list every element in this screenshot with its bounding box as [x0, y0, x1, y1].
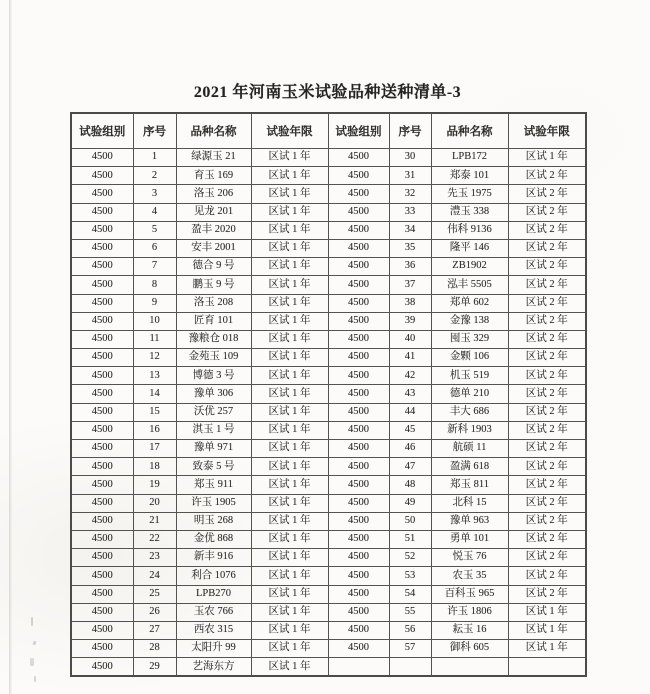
variety-cell: 金颗 106: [431, 349, 508, 367]
variety-cell: 玉农 766: [176, 603, 251, 621]
group-cell: 4500: [71, 185, 133, 203]
variety-delivery-table: [70, 112, 587, 677]
index-cell: 28: [133, 640, 176, 658]
variety-cell: 郑泰 101: [431, 167, 508, 185]
variety-cell: 囤玉 329: [431, 330, 508, 348]
scan-smudge: [30, 658, 34, 666]
variety-cell: 新丰 916: [176, 549, 251, 567]
index-cell: 23: [133, 549, 176, 567]
table-row: [71, 385, 586, 403]
index-cell: 54: [389, 585, 431, 603]
index-cell: 29: [133, 658, 176, 677]
duration-cell: 区试 2 年: [508, 512, 586, 530]
group-cell: 4500: [328, 458, 389, 476]
variety-cell: 耘玉 16: [431, 621, 508, 639]
table-row: [71, 640, 586, 658]
scan-smudge: [31, 617, 33, 626]
group-cell: 4500: [328, 421, 389, 439]
index-cell: 32: [389, 185, 431, 203]
group-cell: 4500: [71, 258, 133, 276]
index-cell: 53: [389, 567, 431, 585]
variety-cell: 悦玉 76: [431, 549, 508, 567]
duration-cell: 区试 1 年: [251, 149, 328, 167]
table-row: [71, 221, 586, 239]
group-cell: 4500: [328, 476, 389, 494]
group-cell: 4500: [328, 185, 389, 203]
group-cell: 4500: [328, 549, 389, 567]
variety-cell: 明玉 268: [176, 512, 251, 530]
group-cell: 4500: [328, 330, 389, 348]
index-cell: 38: [389, 294, 431, 312]
variety-cell: 航硕 11: [431, 440, 508, 458]
header-trial-group-right: 试验组别: [328, 113, 389, 149]
duration-cell: 区试 1 年: [251, 476, 328, 494]
duration-cell: 区试 1 年: [251, 585, 328, 603]
table-row: [71, 476, 586, 494]
group-cell: 4500: [71, 312, 133, 330]
variety-cell: 机玉 519: [431, 367, 508, 385]
duration-cell: 区试 2 年: [508, 421, 586, 439]
table-row: [71, 185, 586, 203]
index-cell: 40: [389, 330, 431, 348]
index-cell: 45: [389, 421, 431, 439]
variety-cell: 安丰 2001: [176, 239, 251, 257]
duration-cell: 区试 1 年: [251, 258, 328, 276]
group-cell: 4500: [71, 640, 133, 658]
duration-cell: 区试 2 年: [508, 167, 586, 185]
group-cell: 4500: [71, 421, 133, 439]
group-cell: 4500: [328, 276, 389, 294]
group-cell: 4500: [328, 294, 389, 312]
duration-cell: 区试 1 年: [251, 239, 328, 257]
header-index-left: 序号: [133, 113, 176, 149]
index-cell: 10: [133, 312, 176, 330]
table-row: [71, 294, 586, 312]
index-cell: 36: [389, 258, 431, 276]
variety-cell: 金苑玉 109: [176, 349, 251, 367]
header-trial-group-left: 试验组别: [71, 113, 133, 149]
variety-cell: 伟科 9136: [431, 221, 508, 239]
duration-cell: 区试 1 年: [508, 621, 586, 639]
group-cell: 4500: [328, 403, 389, 421]
index-cell: 31: [389, 167, 431, 185]
index-cell: 24: [133, 567, 176, 585]
table-row: [71, 258, 586, 276]
group-cell: 4500: [328, 530, 389, 548]
index-cell: 21: [133, 512, 176, 530]
index-cell: 1: [133, 149, 176, 167]
index-cell: 18: [133, 458, 176, 476]
index-cell: 4: [133, 203, 176, 221]
variety-cell: 匠育 101: [176, 312, 251, 330]
duration-cell: 区试 1 年: [251, 221, 328, 239]
index-cell: 51: [389, 530, 431, 548]
duration-cell: 区试 2 年: [508, 385, 586, 403]
table-row: [71, 530, 586, 548]
group-cell: 4500: [328, 385, 389, 403]
duration-cell: 区试 1 年: [251, 385, 328, 403]
header-variety-name-left: 品种名称: [176, 113, 251, 149]
duration-cell: 区试 2 年: [508, 440, 586, 458]
group-cell: 4500: [328, 167, 389, 185]
variety-cell: 盈满 618: [431, 458, 508, 476]
group-cell: 4500: [71, 294, 133, 312]
variety-cell: 豫粮仓 018: [176, 330, 251, 348]
scan-smudge: [32, 641, 36, 646]
variety-cell: 金优 868: [176, 530, 251, 548]
index-cell: 25: [133, 585, 176, 603]
group-cell: 4500: [71, 512, 133, 530]
duration-cell: 区试 2 年: [508, 203, 586, 221]
variety-cell: 德单 210: [431, 385, 508, 403]
variety-cell: 郑玉 811: [431, 476, 508, 494]
group-cell: 4500: [328, 603, 389, 621]
duration-cell: [508, 658, 586, 677]
duration-cell: 区试 1 年: [251, 367, 328, 385]
group-cell: 4500: [71, 440, 133, 458]
duration-cell: 区试 2 年: [508, 330, 586, 348]
group-cell: 4500: [328, 349, 389, 367]
group-cell: 4500: [71, 567, 133, 585]
group-cell: 4500: [328, 149, 389, 167]
variety-cell: 农玉 35: [431, 567, 508, 585]
duration-cell: 区试 2 年: [508, 349, 586, 367]
index-cell: 48: [389, 476, 431, 494]
header-trial-years-left: 试验年限: [251, 113, 328, 149]
index-cell: 9: [133, 294, 176, 312]
page-title: 2021 年河南玉米试验品种送种清单-3: [193, 84, 462, 101]
table-row: [71, 149, 586, 167]
variety-cell: 许玉 1806: [431, 603, 508, 621]
variety-cell: 博德 3 号: [176, 367, 251, 385]
table-row: [71, 440, 586, 458]
duration-cell: 区试 1 年: [251, 458, 328, 476]
group-cell: 4500: [71, 585, 133, 603]
duration-cell: 区试 1 年: [251, 549, 328, 567]
group-cell: 4500: [328, 221, 389, 239]
duration-cell: 区试 2 年: [508, 494, 586, 512]
group-cell: 4500: [71, 549, 133, 567]
index-cell: 12: [133, 349, 176, 367]
group-cell: 4500: [328, 640, 389, 658]
group-cell: 4500: [71, 603, 133, 621]
index-cell: 20: [133, 494, 176, 512]
group-cell: 4500: [71, 349, 133, 367]
trial-table-body: [71, 149, 586, 677]
duration-cell: 区试 1 年: [251, 567, 328, 585]
duration-cell: 区试 1 年: [251, 530, 328, 548]
variety-cell: 郑单 602: [431, 294, 508, 312]
group-cell: 4500: [328, 494, 389, 512]
table-row: [71, 367, 586, 385]
table-row: [71, 512, 586, 530]
index-cell: 11: [133, 330, 176, 348]
index-cell: 30: [389, 149, 431, 167]
duration-cell: 区试 2 年: [508, 403, 586, 421]
group-cell: 4500: [71, 658, 133, 677]
variety-cell: 艺海东方: [176, 658, 251, 677]
variety-cell: 豫单 971: [176, 440, 251, 458]
group-cell: 4500: [328, 567, 389, 585]
duration-cell: 区试 2 年: [508, 585, 586, 603]
index-cell: 27: [133, 621, 176, 639]
table-row: [71, 603, 586, 621]
index-cell: 16: [133, 421, 176, 439]
index-cell: 56: [389, 621, 431, 639]
duration-cell: 区试 1 年: [251, 167, 328, 185]
table-header-row: [71, 113, 586, 149]
index-cell: 42: [389, 367, 431, 385]
table-row: [71, 621, 586, 639]
group-cell: 4500: [71, 403, 133, 421]
variety-cell: 先玉 1975: [431, 185, 508, 203]
variety-cell: 淇玉 1 号: [176, 421, 251, 439]
index-cell: 22: [133, 530, 176, 548]
duration-cell: 区试 1 年: [251, 621, 328, 639]
group-cell: 4500: [328, 203, 389, 221]
index-cell: 37: [389, 276, 431, 294]
duration-cell: 区试 1 年: [251, 276, 328, 294]
table-row: [71, 549, 586, 567]
variety-cell: 绿源玉 21: [176, 149, 251, 167]
duration-cell: 区试 2 年: [508, 276, 586, 294]
group-cell: 4500: [328, 258, 389, 276]
duration-cell: 区试 2 年: [508, 185, 586, 203]
variety-cell: 许玉 1905: [176, 494, 251, 512]
duration-cell: 区试 1 年: [251, 640, 328, 658]
variety-cell: 北科 15: [431, 494, 508, 512]
variety-cell: 新科 1903: [431, 421, 508, 439]
variety-cell: 勇单 101: [431, 530, 508, 548]
duration-cell: 区试 1 年: [251, 512, 328, 530]
index-cell: 14: [133, 385, 176, 403]
table-row: [71, 276, 586, 294]
variety-cell: 沃优 257: [176, 403, 251, 421]
group-cell: 4500: [328, 239, 389, 257]
variety-cell: ZB1902: [431, 258, 508, 276]
table-row: [71, 312, 586, 330]
variety-cell: 利合 1076: [176, 567, 251, 585]
index-cell: 19: [133, 476, 176, 494]
group-cell: 4500: [71, 276, 133, 294]
table-row: [71, 167, 586, 185]
index-cell: 3: [133, 185, 176, 203]
variety-cell: 德合 9 号: [176, 258, 251, 276]
table-row: [71, 458, 586, 476]
group-cell: 4500: [328, 621, 389, 639]
duration-cell: 区试 2 年: [508, 549, 586, 567]
variety-cell: 御科 605: [431, 640, 508, 658]
index-cell: 57: [389, 640, 431, 658]
variety-cell: 见龙 201: [176, 203, 251, 221]
duration-cell: 区试 1 年: [508, 149, 586, 167]
index-cell: 26: [133, 603, 176, 621]
variety-cell: 金豫 138: [431, 312, 508, 330]
duration-cell: 区试 2 年: [508, 294, 586, 312]
duration-cell: 区试 1 年: [251, 312, 328, 330]
variety-cell: 洛玉 206: [176, 185, 251, 203]
index-cell: 46: [389, 440, 431, 458]
group-cell: 4500: [71, 330, 133, 348]
group-cell: 4500: [71, 203, 133, 221]
variety-cell: 郑玉 911: [176, 476, 251, 494]
duration-cell: 区试 1 年: [251, 421, 328, 439]
group-cell: 4500: [71, 458, 133, 476]
index-cell: 5: [133, 221, 176, 239]
index-cell: 55: [389, 603, 431, 621]
duration-cell: 区试 1 年: [251, 349, 328, 367]
index-cell: 2: [133, 167, 176, 185]
duration-cell: 区试 1 年: [508, 603, 586, 621]
duration-cell: 区试 1 年: [508, 640, 586, 658]
table-row: [71, 421, 586, 439]
group-cell: 4500: [71, 367, 133, 385]
group-cell: [328, 658, 389, 677]
group-cell: 4500: [328, 312, 389, 330]
index-cell: 33: [389, 203, 431, 221]
table-row: [71, 349, 586, 367]
duration-cell: 区试 2 年: [508, 239, 586, 257]
duration-cell: 区试 1 年: [251, 440, 328, 458]
variety-cell: 洛玉 208: [176, 294, 251, 312]
index-cell: [389, 658, 431, 677]
index-cell: 13: [133, 367, 176, 385]
variety-cell: 泓丰 5505: [431, 276, 508, 294]
variety-cell: 育玉 169: [176, 167, 251, 185]
group-cell: 4500: [71, 621, 133, 639]
table-row: [71, 203, 586, 221]
table-row: [71, 494, 586, 512]
duration-cell: 区试 2 年: [508, 367, 586, 385]
group-cell: 4500: [328, 585, 389, 603]
index-cell: 35: [389, 239, 431, 257]
table-row: [71, 658, 586, 677]
index-cell: 15: [133, 403, 176, 421]
group-cell: 4500: [328, 512, 389, 530]
duration-cell: 区试 2 年: [508, 458, 586, 476]
table-row: [71, 330, 586, 348]
table-row: [71, 585, 586, 603]
group-cell: 4500: [71, 476, 133, 494]
index-cell: 44: [389, 403, 431, 421]
variety-cell: 澧玉 338: [431, 203, 508, 221]
index-cell: 41: [389, 349, 431, 367]
variety-cell: 隆平 146: [431, 239, 508, 257]
scan-smudge: [34, 676, 36, 682]
group-cell: 4500: [71, 167, 133, 185]
duration-cell: 区试 1 年: [251, 203, 328, 221]
index-cell: 47: [389, 458, 431, 476]
duration-cell: 区试 1 年: [251, 494, 328, 512]
variety-cell: LPB270: [176, 585, 251, 603]
group-cell: 4500: [328, 440, 389, 458]
duration-cell: 区试 1 年: [251, 658, 328, 677]
index-cell: 52: [389, 549, 431, 567]
index-cell: 7: [133, 258, 176, 276]
duration-cell: 区试 2 年: [508, 312, 586, 330]
group-cell: 4500: [71, 385, 133, 403]
variety-cell: 鹏玉 9 号: [176, 276, 251, 294]
group-cell: 4500: [71, 530, 133, 548]
group-cell: 4500: [71, 494, 133, 512]
variety-cell: 西农 315: [176, 621, 251, 639]
variety-cell: 太阳升 99: [176, 640, 251, 658]
duration-cell: 区试 1 年: [251, 294, 328, 312]
variety-cell: 豫单 306: [176, 385, 251, 403]
variety-cell: [431, 658, 508, 677]
header-variety-name-right: 品种名称: [431, 113, 508, 149]
group-cell: 4500: [71, 221, 133, 239]
duration-cell: 区试 1 年: [251, 330, 328, 348]
duration-cell: 区试 2 年: [508, 530, 586, 548]
index-cell: 49: [389, 494, 431, 512]
table-row: [71, 239, 586, 257]
index-cell: 34: [389, 221, 431, 239]
group-cell: 4500: [71, 239, 133, 257]
variety-cell: 丰大 686: [431, 403, 508, 421]
duration-cell: 区试 2 年: [508, 221, 586, 239]
variety-cell: 百科玉 965: [431, 585, 508, 603]
duration-cell: 区试 1 年: [251, 403, 328, 421]
duration-cell: 区试 2 年: [508, 567, 586, 585]
variety-cell: 盈丰 2020: [176, 221, 251, 239]
header-index-right: 序号: [389, 113, 431, 149]
index-cell: 6: [133, 239, 176, 257]
variety-cell: 致泰 5 号: [176, 458, 251, 476]
table-row: [71, 567, 586, 585]
duration-cell: 区试 2 年: [508, 476, 586, 494]
index-cell: 43: [389, 385, 431, 403]
index-cell: 17: [133, 440, 176, 458]
index-cell: 39: [389, 312, 431, 330]
duration-cell: 区试 1 年: [251, 603, 328, 621]
header-trial-years-right: 试验年限: [508, 113, 586, 149]
group-cell: 4500: [71, 149, 133, 167]
variety-cell: LPB172: [431, 149, 508, 167]
scan-page-edge-shadow: [9, 0, 12, 694]
group-cell: 4500: [328, 367, 389, 385]
duration-cell: 区试 2 年: [508, 258, 586, 276]
table-row: [71, 403, 586, 421]
variety-cell: 豫单 963: [431, 512, 508, 530]
index-cell: 8: [133, 276, 176, 294]
index-cell: 50: [389, 512, 431, 530]
duration-cell: 区试 1 年: [251, 185, 328, 203]
